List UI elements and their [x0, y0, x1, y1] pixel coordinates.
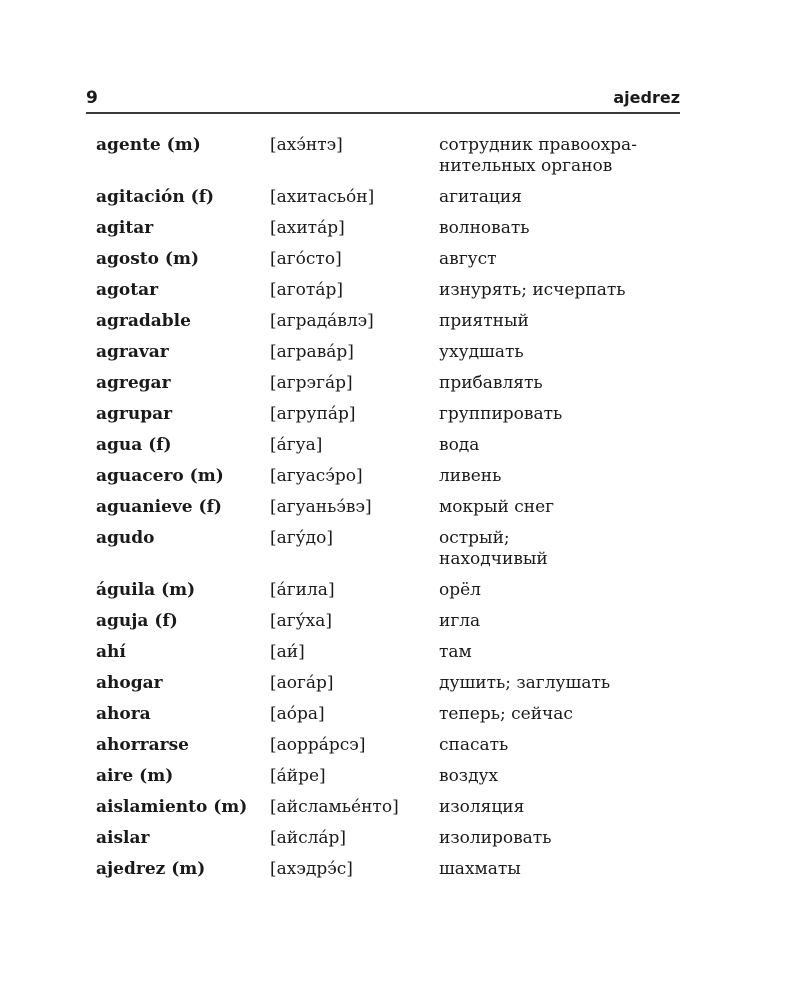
entry-word: agrupar	[96, 404, 173, 424]
entry-word: agosto (m)	[96, 249, 199, 269]
entry-word: aislamiento (m)	[96, 797, 248, 817]
dictionary-entry	[96, 497, 686, 518]
entry-word: águila (m)	[96, 580, 196, 600]
entry-translation: август	[439, 249, 497, 269]
dictionary-entry	[96, 859, 686, 880]
entry-pronunciation: [ахита́р]	[270, 218, 345, 238]
entry-translation: орёл	[439, 580, 481, 600]
entry-word: ahorrarse	[96, 735, 189, 755]
entry-pronunciation: [аи́]	[270, 642, 305, 662]
entry-word: ahogar	[96, 673, 163, 693]
entry-pronunciation: [аога́р]	[270, 673, 334, 693]
entry-word: aguja (f)	[96, 611, 178, 631]
entry-pronunciation: [аграда́влэ]	[270, 311, 374, 331]
entry-translation: игла	[439, 611, 481, 631]
entry-pronunciation: [аорра́рсэ]	[270, 735, 366, 755]
dictionary-entry	[96, 311, 686, 332]
entry-word: agregar	[96, 373, 171, 393]
dictionary-entry	[96, 828, 686, 849]
entry-word: agravar	[96, 342, 169, 362]
entry-pronunciation: [агуаньэ́вэ]	[270, 497, 372, 517]
entry-word: agotar	[96, 280, 159, 300]
entry-translation: вода	[439, 435, 480, 455]
entry-word: aguacero (m)	[96, 466, 224, 486]
entry-translation: шахматы	[439, 859, 521, 879]
dictionary-entry	[96, 673, 686, 694]
dictionary-entry	[96, 342, 686, 363]
dictionary-entry	[96, 280, 686, 301]
entry-pronunciation: [агу́до]	[270, 528, 334, 548]
entry-translation: воздух	[439, 766, 499, 786]
entry-pronunciation: [агота́р]	[270, 280, 343, 300]
entry-word: agradable	[96, 311, 191, 331]
entry-translation: сотрудник правоохра- нительных органов	[439, 135, 637, 176]
dictionary-entry	[96, 528, 686, 570]
entry-translation: прибавлять	[439, 373, 543, 393]
dictionary-entry	[96, 404, 686, 425]
entry-translation: теперь; сейчас	[439, 704, 573, 724]
entry-translation: изоляция	[439, 797, 525, 817]
entry-word: agua (f)	[96, 435, 172, 455]
dictionary-entry	[96, 611, 686, 632]
entry-translation: душить; заглушать	[439, 673, 611, 693]
entry-pronunciation: [а́йре]	[270, 766, 326, 786]
entry-translation: изолировать	[439, 828, 552, 848]
entry-translation: мокрый снег	[439, 497, 555, 517]
running-head: ajedrez	[613, 88, 680, 107]
entry-pronunciation: [ахэ́нтэ]	[270, 135, 343, 155]
entry-word: agudo	[96, 528, 155, 548]
entry-pronunciation: [айсламье́нто]	[270, 797, 399, 817]
entry-pronunciation: [агу́ха]	[270, 611, 333, 631]
entry-translation: ухудшать	[439, 342, 524, 362]
page-header	[86, 86, 680, 114]
dictionary-entry	[96, 580, 686, 601]
entry-pronunciation: [ахэдрэ́с]	[270, 859, 353, 879]
dictionary-entry	[96, 797, 686, 818]
dictionary-entry	[96, 249, 686, 270]
entry-pronunciation: [ао́ра]	[270, 704, 325, 724]
entry-translation: агитация	[439, 187, 522, 207]
dictionary-entry	[96, 735, 686, 756]
dictionary-entry	[96, 766, 686, 787]
entry-word: agitar	[96, 218, 154, 238]
dictionary-entries	[96, 135, 686, 890]
entry-pronunciation: [аграва́р]	[270, 342, 354, 362]
entry-translation: группировать	[439, 404, 563, 424]
entry-word: agitación (f)	[96, 187, 215, 207]
entry-pronunciation: [ахитасьо́н]	[270, 187, 375, 207]
dictionary-entry	[96, 435, 686, 456]
dictionary-entry	[96, 218, 686, 239]
entry-word: aire (m)	[96, 766, 174, 786]
entry-word: ahí	[96, 642, 126, 662]
entry-translation: изнурять; исчерпать	[439, 280, 626, 300]
entry-translation: острый; находчивый	[439, 528, 548, 569]
dictionary-entry	[96, 135, 686, 177]
entry-pronunciation: [а́гила]	[270, 580, 335, 600]
entry-pronunciation: [аго́сто]	[270, 249, 342, 269]
entry-word: aislar	[96, 828, 150, 848]
entry-translation: волновать	[439, 218, 530, 238]
entry-word: ahora	[96, 704, 151, 724]
dictionary-entry	[96, 466, 686, 487]
dictionary-entry	[96, 373, 686, 394]
entry-word: ajedrez (m)	[96, 859, 206, 879]
entry-translation: приятный	[439, 311, 529, 331]
dictionary-entry	[96, 704, 686, 725]
entry-pronunciation: [агуасэ́ро]	[270, 466, 363, 486]
entry-word: agente (m)	[96, 135, 201, 155]
page-number: 9	[86, 88, 98, 108]
entry-pronunciation: [айсла́р]	[270, 828, 347, 848]
entry-translation: ливень	[439, 466, 502, 486]
dictionary-entry	[96, 642, 686, 663]
dictionary-entry	[96, 187, 686, 208]
entry-pronunciation: [агрэга́р]	[270, 373, 353, 393]
entry-translation: спасать	[439, 735, 509, 755]
entry-pronunciation: [агрупа́р]	[270, 404, 356, 424]
entry-pronunciation: [а́гуа]	[270, 435, 323, 455]
entry-word: aguanieve (f)	[96, 497, 222, 517]
entry-translation: там	[439, 642, 472, 662]
